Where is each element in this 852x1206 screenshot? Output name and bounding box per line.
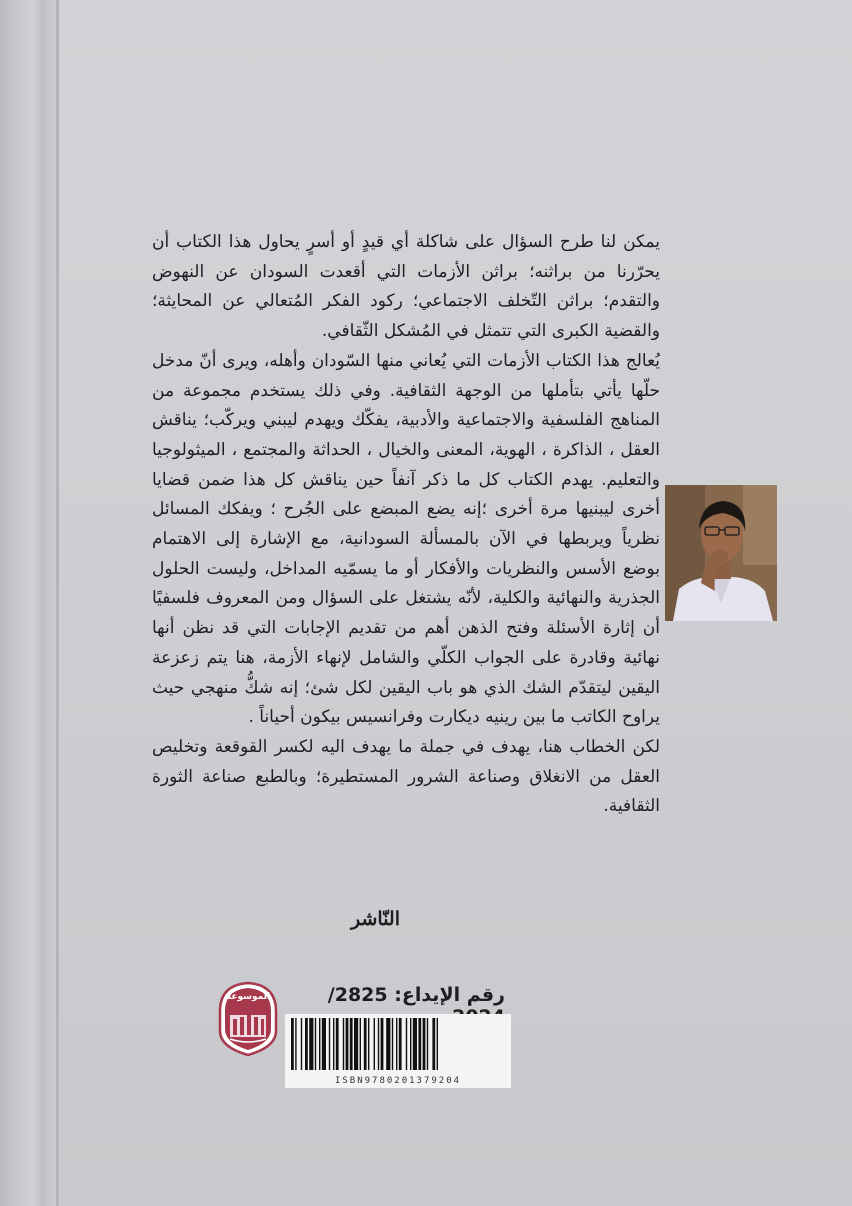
barcode-bar bbox=[295, 1018, 296, 1070]
barcode-bar bbox=[432, 1018, 435, 1070]
barcode-bar bbox=[378, 1018, 379, 1070]
barcode-bar bbox=[346, 1018, 349, 1070]
blurb-paragraph-2: يُعالج هذا الكتاب الأزمات التي يُعاني منها السّودان وأهله، ويرى أنّ مدخل حلّها يأتي بتأملها من الوجهة الثقافية. وفي ذلك يستخدم مجموعة من المناهج الفلسفية والاجتماعية والأدبية، يفكّك ويهدم ليبني ويركّب؛ يناقش العقل ، الذاكرة ، الهوية، المعنى والخيال ، الحداثة والمجتمع ، الميثولوجيا والتعليم. يهدم الكتاب كل ما ذكر آنفاً حين يناقش كل هذا ضمن قضايا أخرى ليبنيها مرة أخرى ؛إنه يضع المبضع على الجُرح ؛ ويفكك المسائل نظرياً ويربطها في الآن بالمسألة السودانية، مع الإشارة إلى الاهتمام بوضع الأسس والنظريات والأفكار أو ما يسمّيه المداخل، وليست الحلول الجذرية والنهائية والكلية، لأنّه يشتغل على السؤال ومن المعروف فلسفيًا أن إثارة الأسئلة وفتح الذهن أهم من تقديم الإجابات التي قد نظن أنها نهائية وقادرة على الجواب الكلّي والشامل لإنهاء الأزمة، هنا يتم زعزعة اليقين ليتقدّم الشك الذي هو باب اليقين لكل شئ؛ إنه شكُّ منهجي حيث يراوح الكاتب ما بين رينيه ديكارت وفرانسيس بيكون أحياناً . bbox=[152, 350, 660, 728]
publisher-signature: النّاشر bbox=[351, 908, 400, 930]
barcode-bar bbox=[374, 1018, 375, 1070]
barcode-bar bbox=[418, 1018, 421, 1070]
barcode-bar bbox=[392, 1018, 393, 1070]
barcode-bar bbox=[368, 1018, 369, 1070]
blurb-paragraph-3: لكن الخطاب هنا، يهدف في جملة ما يهدف اليه لكسر القوقعة وتخليص العقل من الانغلاق وصناعة الشرور المستطيرة؛ وبالطبع صناعة الثورة الثقافية. bbox=[152, 736, 660, 817]
barcode-bars bbox=[285, 1014, 511, 1074]
barcode-bar bbox=[305, 1018, 308, 1070]
barcode-bar bbox=[437, 1018, 438, 1070]
barcode-bar bbox=[315, 1018, 316, 1070]
blurb-paragraph-1: يمكن لنا طرح السؤال على شاكلة أي قيدٍ أو أسرٍ يحاول هذا الكتاب أن يحرّرنا من براثنه؛ براثن الأزمات التي أقعدت السودان عن النهوض والتقدم؛ براثن التّخلف الاجتماعي؛ ركود الفكر المُتعالي عن المحايثة؛ والقضية الكبرى التي تتمثل في المُشكل الثّقافي. bbox=[152, 232, 660, 342]
barcode-bar bbox=[396, 1018, 397, 1070]
barcode-bar bbox=[427, 1018, 428, 1070]
barcode-bar bbox=[343, 1018, 344, 1070]
isbn-digits: ISBN9780201379204 bbox=[334, 1076, 462, 1086]
isbn-barcode bbox=[285, 1014, 511, 1088]
barcode-bar bbox=[413, 1018, 417, 1070]
barcode-bar bbox=[322, 1018, 326, 1070]
barcode-bar bbox=[360, 1018, 361, 1070]
barcode-bar bbox=[350, 1018, 353, 1070]
publisher-logo-text: الموسوعة bbox=[225, 992, 271, 1002]
barcode-bar bbox=[364, 1018, 367, 1070]
legal-deposit-number: رقم الإيداع: 2825/ bbox=[327, 984, 505, 1006]
barcode-bar bbox=[329, 1018, 330, 1070]
barcode-bar bbox=[410, 1018, 411, 1070]
cover-hinge bbox=[56, 0, 59, 1206]
barcode-bar bbox=[336, 1018, 339, 1070]
author-photo bbox=[665, 485, 777, 621]
spine-edge bbox=[0, 0, 60, 1206]
author-portrait-image bbox=[665, 485, 777, 621]
barcode-bar bbox=[381, 1018, 384, 1070]
barcode-bar bbox=[386, 1018, 390, 1070]
barcode-bar bbox=[423, 1018, 426, 1070]
barcode-bar bbox=[399, 1018, 402, 1070]
barcode-bar bbox=[354, 1018, 358, 1070]
barcode-bar bbox=[301, 1018, 302, 1070]
barcode-bar bbox=[406, 1018, 407, 1070]
barcode-bar bbox=[333, 1018, 334, 1070]
barcode-bar bbox=[309, 1018, 313, 1070]
barcode-bar bbox=[319, 1018, 320, 1070]
blurb-text bbox=[152, 228, 660, 822]
barcode-bar bbox=[291, 1018, 294, 1070]
publisher-logo bbox=[218, 981, 278, 1057]
